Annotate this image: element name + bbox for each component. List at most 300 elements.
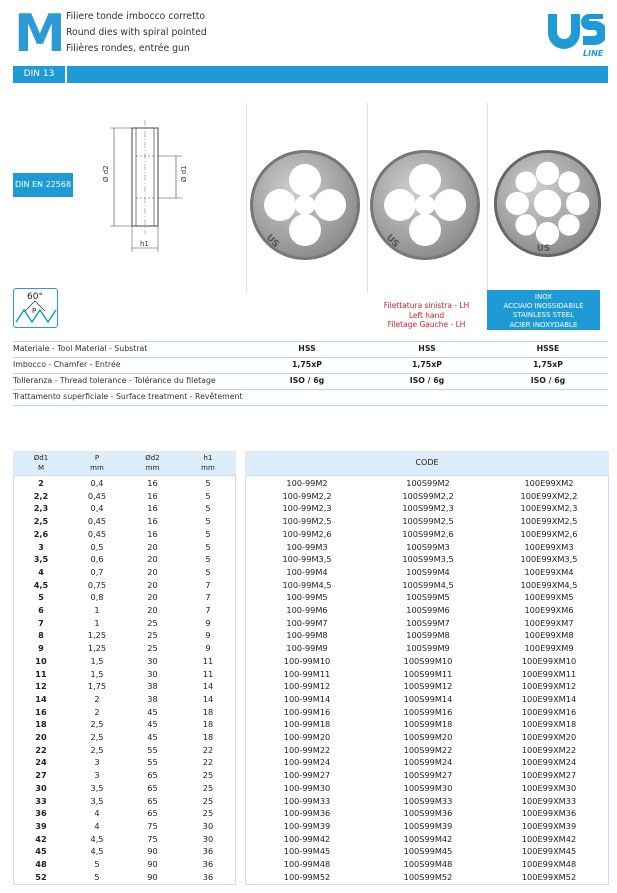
cell-pitch: 0,6 <box>90 554 104 565</box>
cell-code-lh: 100S99M4 <box>406 566 450 577</box>
cell-pitch: 4 <box>94 808 100 819</box>
cell-code-lh: 100S99M24 <box>403 757 453 768</box>
cell-code-lh: 100S99M7 <box>406 617 450 628</box>
cell-pitch: 1 <box>94 605 100 615</box>
cell-h1: 25 <box>202 795 214 806</box>
inox-note <box>487 290 600 330</box>
die-photo-hss <box>248 148 363 263</box>
cell-d1: 20 <box>35 732 47 742</box>
cell-code-inox: 100E99XM2,6 <box>520 528 578 539</box>
cell-h1: 14 <box>202 681 214 692</box>
cell-code-lh: 100S99M2,5 <box>402 516 454 527</box>
brand-logo <box>545 12 605 58</box>
cell-code-lh: 100S99M12 <box>403 681 453 692</box>
thread-angle: 60° <box>27 292 43 302</box>
cell-d2: 16 <box>147 503 158 514</box>
cell-h1: 5 <box>205 490 211 501</box>
cell-d1: 3 <box>38 541 44 552</box>
cell-d2: 45 <box>147 706 158 717</box>
cell-d2: 90 <box>147 871 158 882</box>
lh-note-line: Filetage Gauche - LH <box>387 320 466 329</box>
cell-d1: 48 <box>35 859 47 869</box>
standard-badge: DIN EN 22568 <box>13 173 73 197</box>
table-row <box>13 617 609 630</box>
cell-h1: 25 <box>202 770 214 781</box>
cell-d1: 52 <box>35 871 47 882</box>
cell-h1: 7 <box>205 579 211 590</box>
spec-value: HSSE <box>536 344 560 353</box>
cell-d2: 20 <box>147 541 158 552</box>
cell-code-lh: 100S99M33 <box>403 795 453 806</box>
cell-pitch: 2,5 <box>90 744 104 755</box>
spec-divider <box>13 341 608 342</box>
spec-label: Materiale - Tool Material - Substrat <box>13 344 148 353</box>
cell-d1: 10 <box>35 655 47 666</box>
spec-divider <box>13 357 608 358</box>
cell-code-inox: 100E99XM14 <box>521 693 577 704</box>
cell-pitch: 0,45 <box>87 528 107 539</box>
cell-code-hss: 100-99M18 <box>283 719 331 730</box>
cell-pitch: 1,25 <box>87 643 107 654</box>
cell-d1: 27 <box>35 770 47 781</box>
thread-profile-icon <box>13 288 58 328</box>
cell-code-hss: 100-99M52 <box>283 871 331 882</box>
die-photo-lh <box>368 148 483 263</box>
cell-code-lh: 100S99M22 <box>403 744 453 755</box>
cell-code-inox: 100E99XM36 <box>521 808 577 819</box>
cell-code-lh: 100S99M45 <box>403 846 453 857</box>
cell-code-hss: 100-99M2 <box>286 478 328 488</box>
inox-note-line: ACCIAIO INOSSIDABILE <box>503 302 584 311</box>
table-row <box>13 566 609 579</box>
table-row <box>13 502 609 515</box>
table-row <box>13 655 609 668</box>
spec-value: HSS <box>298 344 316 353</box>
cell-h1: 9 <box>205 617 211 628</box>
cell-code-lh: 100S99M52 <box>403 871 453 882</box>
table-row <box>13 756 609 769</box>
cell-code-inox: 100E99XM39 <box>521 820 577 831</box>
left-hand-note <box>368 301 485 330</box>
cell-pitch: 1,5 <box>90 668 104 679</box>
cell-h1: 11 <box>202 668 214 679</box>
cell-code-hss: 100-99M6 <box>286 605 328 615</box>
cell-code-inox: 100E99XM2,3 <box>520 503 578 514</box>
cell-code-lh: 100S99M5 <box>406 592 450 603</box>
table-row <box>13 820 609 833</box>
cell-h1: 9 <box>205 643 211 654</box>
cell-d2: 65 <box>147 795 158 806</box>
cell-code-inox: 100E99XM30 <box>521 782 577 793</box>
spec-value: 1,75xP <box>292 360 322 369</box>
cell-pitch: 1,5 <box>90 655 104 666</box>
spec-value: ISO / 6g <box>289 376 325 385</box>
cell-pitch: 4,5 <box>90 846 104 857</box>
cell-pitch: 5 <box>94 859 100 869</box>
cell-d2: 20 <box>147 592 158 603</box>
cell-h1: 5 <box>205 503 211 514</box>
inox-note-line: ACIER INOXYDABLE <box>509 320 578 329</box>
spec-value: 1,75xP <box>412 360 442 369</box>
col-header-d2 <box>125 453 180 473</box>
inox-note-line: INOX <box>534 293 553 301</box>
cell-code-inox: 100E99XM3,5 <box>520 554 578 565</box>
cell-d1: 30 <box>35 782 47 793</box>
cell-code-lh: 100S99M8 <box>406 630 450 641</box>
cell-d2: 45 <box>147 719 158 730</box>
col-header-h1 <box>180 453 236 473</box>
cell-d1: 9 <box>38 643 44 654</box>
cell-d1: 2,6 <box>33 528 49 539</box>
cell-pitch: 2,5 <box>90 732 104 742</box>
cell-code-lh: 100S99M16 <box>403 706 453 717</box>
cell-code-lh: 100S99M18 <box>403 719 453 730</box>
cell-code-hss: 100-99M45 <box>283 846 331 857</box>
cell-d1: 4,5 <box>33 579 49 590</box>
cell-code-hss: 100-99M3,5 <box>282 554 332 565</box>
cell-code-lh: 100S99M30 <box>403 782 453 793</box>
cell-pitch: 0,75 <box>87 579 107 590</box>
cell-code-lh: 100S99M14 <box>403 693 453 704</box>
cell-d2: 30 <box>147 668 158 679</box>
cell-code-hss: 100-99M2,5 <box>282 516 332 527</box>
cell-d2: 90 <box>147 846 158 857</box>
table-row <box>13 693 609 706</box>
cell-code-hss: 100-99M3 <box>286 541 328 552</box>
cell-code-inox: 100E99XM4 <box>524 566 574 577</box>
cell-pitch: 3 <box>94 757 100 768</box>
cell-h1: 11 <box>202 655 214 666</box>
cell-code-hss: 100-99M30 <box>283 782 331 793</box>
table-row <box>13 642 609 655</box>
divider <box>487 103 488 293</box>
cell-code-lh: 100S99M11 <box>403 668 453 679</box>
cell-d1: 42 <box>35 833 47 844</box>
cell-d1: 16 <box>35 706 47 717</box>
cell-d2: 65 <box>147 770 158 781</box>
cell-d1: 3,5 <box>33 554 49 565</box>
cell-d2: 45 <box>147 732 158 742</box>
cell-d2: 25 <box>147 630 158 641</box>
table-row <box>13 579 609 592</box>
cell-d1: 39 <box>35 820 47 831</box>
die-mark: US <box>383 233 401 250</box>
cell-d2: 20 <box>147 566 158 577</box>
cell-d1: 2 <box>38 478 44 488</box>
cell-code-hss: 100-99M12 <box>283 681 331 692</box>
cell-pitch: 0,8 <box>90 592 104 603</box>
cell-code-lh: 100S99M2 <box>406 478 450 488</box>
spec-divider <box>13 405 608 406</box>
cell-pitch: 0,4 <box>90 478 104 488</box>
page-titles <box>66 9 207 57</box>
table-row <box>13 744 609 757</box>
cell-code-hss: 100-99M11 <box>283 668 331 679</box>
cell-d2: 38 <box>147 681 158 692</box>
cell-code-inox: 100E99XM7 <box>524 617 574 628</box>
cell-h1: 5 <box>205 541 211 552</box>
cell-h1: 5 <box>205 566 211 577</box>
table-row <box>13 591 609 604</box>
cell-d2: 90 <box>147 859 158 869</box>
table-row <box>13 668 609 681</box>
table-row <box>13 477 609 490</box>
cell-d2: 55 <box>147 757 158 768</box>
cell-code-hss: 100-99M16 <box>283 706 331 717</box>
cell-d2: 65 <box>147 808 158 819</box>
cell-h1: 14 <box>202 693 214 704</box>
cell-code-inox: 100E99XM22 <box>521 744 577 755</box>
cell-code-inox: 100E99XM10 <box>521 655 577 666</box>
cell-d1: 45 <box>35 846 47 857</box>
cell-pitch: 0,7 <box>90 566 104 577</box>
lh-note-line: Left hand <box>408 310 445 320</box>
cell-code-hss: 100-99M27 <box>283 770 331 781</box>
spec-label: Tolleranza - Thread tolerance - Tolérance du filetage <box>13 376 216 385</box>
cell-d1: 12 <box>35 681 47 692</box>
cell-h1: 18 <box>202 719 214 730</box>
cell-d1: 2,5 <box>33 516 49 527</box>
cell-code-inox: 100E99XM8 <box>524 630 574 641</box>
din-label: DIN 13 <box>13 66 65 83</box>
cell-h1: 36 <box>202 871 214 882</box>
col-header-top: Ød1 <box>33 454 49 462</box>
cell-d2: 75 <box>147 820 158 831</box>
cell-d2: 16 <box>147 516 158 527</box>
spec-divider <box>13 389 608 390</box>
table-row <box>13 795 609 808</box>
cell-pitch: 2,5 <box>90 719 104 730</box>
cell-code-hss: 100-99M24 <box>283 757 331 768</box>
cell-code-lh: 100S99M3 <box>406 541 450 552</box>
cell-code-lh: 100S99M3,5 <box>402 554 454 565</box>
cell-d2: 55 <box>147 744 158 755</box>
dim-d1-label: Ø d1 <box>180 165 188 182</box>
cell-pitch: 4,5 <box>90 833 104 844</box>
cell-h1: 18 <box>202 706 214 717</box>
cell-code-hss: 100-99M2,6 <box>282 528 332 539</box>
cell-d1: 33 <box>35 795 47 806</box>
logo-sub: LINE <box>583 49 604 58</box>
cell-pitch: 2 <box>94 706 100 717</box>
cell-d1: 7 <box>38 617 44 628</box>
cell-code-lh: 100S99M36 <box>403 808 453 819</box>
cell-h1: 25 <box>202 808 214 819</box>
table-row <box>13 858 609 871</box>
cell-d2: 30 <box>147 655 158 666</box>
cell-code-lh: 100S99M2,2 <box>402 490 454 501</box>
cell-code-inox: 100E99XM11 <box>521 668 577 679</box>
die-mark: US <box>263 233 281 250</box>
table-row <box>13 871 609 884</box>
cell-h1: 5 <box>205 528 211 539</box>
cell-h1: 5 <box>205 554 211 565</box>
section-letter: M <box>14 4 66 64</box>
cell-h1: 18 <box>202 732 214 742</box>
cell-h1: 7 <box>205 605 211 615</box>
table-row <box>13 629 609 642</box>
cell-d1: 8 <box>38 630 44 641</box>
cell-code-lh: 100S99M2,6 <box>402 528 454 539</box>
cell-pitch: 1,75 <box>87 681 107 692</box>
cell-code-inox: 100E99XM24 <box>521 757 577 768</box>
cell-d1: 11 <box>35 668 47 679</box>
cell-d2: 38 <box>147 693 158 704</box>
cell-d2: 16 <box>147 478 158 488</box>
cell-code-lh: 100S99M10 <box>403 655 453 666</box>
lh-note-line: Filettatura sinistra - LH <box>383 301 470 310</box>
cell-pitch: 0,45 <box>87 516 107 527</box>
cell-h1: 36 <box>202 859 214 869</box>
cell-d2: 20 <box>147 554 158 565</box>
cell-code-hss: 100-99M39 <box>283 820 331 831</box>
spec-value: 1,75xP <box>533 360 563 369</box>
cell-h1: 25 <box>202 782 214 793</box>
cell-pitch: 1 <box>94 617 100 628</box>
cell-code-lh: 100S99M42 <box>403 833 453 844</box>
table-row <box>13 769 609 782</box>
cell-code-inox: 100E99XM16 <box>521 706 577 717</box>
cell-d1: 5 <box>38 592 44 603</box>
cell-code-lh: 100S99M9 <box>406 643 450 654</box>
cell-h1: 7 <box>205 592 211 603</box>
col-header-bottom: mm <box>201 464 215 472</box>
cell-pitch: 0,45 <box>87 490 107 501</box>
cell-code-inox: 100E99XM5 <box>524 592 574 603</box>
table-row <box>13 845 609 858</box>
cell-code-hss: 100-99M33 <box>283 795 331 806</box>
die-photo-inox <box>492 148 604 260</box>
cell-code-hss: 100-99M20 <box>283 732 331 742</box>
table-row <box>13 490 609 503</box>
cell-d2: 16 <box>147 490 158 501</box>
cell-d2: 25 <box>147 617 158 628</box>
cell-h1: 22 <box>202 744 214 755</box>
spec-label: Imbocco - Chamfer - Entrée <box>13 360 121 369</box>
cell-h1: 30 <box>202 820 214 831</box>
col-header-bottom: M <box>37 464 45 472</box>
cell-d2: 20 <box>147 579 158 590</box>
cell-h1: 30 <box>202 833 214 844</box>
cell-pitch: 3 <box>94 770 100 781</box>
cell-code-inox: 100E99XM20 <box>521 732 577 742</box>
cell-code-hss: 100-99M10 <box>283 655 331 666</box>
cell-code-lh: 100S99M27 <box>403 770 453 781</box>
header-bar <box>67 66 608 83</box>
title-english: Round dies with spiral pointed <box>66 27 207 38</box>
cell-d1: 18 <box>35 719 47 730</box>
cell-d1: 14 <box>35 693 47 704</box>
cell-code-hss: 100-99M22 <box>283 744 331 755</box>
cell-d2: 25 <box>147 643 158 654</box>
cell-d1: 2,2 <box>33 490 49 501</box>
cell-code-inox: 100E99XM3 <box>524 541 574 552</box>
cell-pitch: 3,5 <box>90 782 104 793</box>
cell-h1: 5 <box>205 516 211 527</box>
cell-d2: 65 <box>147 782 158 793</box>
cell-pitch: 2 <box>94 693 100 704</box>
cell-pitch: 3,5 <box>90 795 104 806</box>
cell-h1: 9 <box>205 630 211 641</box>
inox-note-line: STAINLESS STEEL <box>512 311 575 320</box>
cell-code-hss: 100-99M2,2 <box>282 490 332 501</box>
cell-code-inox: 100E99XM52 <box>521 871 577 882</box>
cell-code-hss: 100-99M7 <box>286 617 328 628</box>
cell-code-lh: 100S99M4,5 <box>402 579 454 590</box>
cell-d1: 36 <box>35 808 47 819</box>
dim-h1-label: h1 <box>140 240 149 248</box>
cell-d2: 75 <box>147 833 158 844</box>
cell-code-inox: 100E99XM6 <box>524 605 574 615</box>
cell-h1: 5 <box>205 478 211 488</box>
cell-code-lh: 100S99M48 <box>403 859 453 869</box>
table-row <box>13 604 609 617</box>
table-row <box>13 833 609 846</box>
spec-value: ISO / 6g <box>409 376 445 385</box>
cell-code-inox: 100E99XM48 <box>521 859 577 869</box>
cell-code-inox: 100E99XM12 <box>521 681 577 692</box>
cell-pitch: 0,5 <box>90 541 104 552</box>
table-row <box>13 541 609 554</box>
dim-d2-label: Ø d2 <box>102 165 110 182</box>
cell-code-inox: 100E99XM2,5 <box>520 516 578 527</box>
table-row <box>13 706 609 719</box>
cell-d1: 22 <box>35 744 47 755</box>
table-row <box>13 680 609 693</box>
table-row <box>13 528 609 541</box>
table-row <box>13 782 609 795</box>
cell-code-hss: 100-99M5 <box>286 592 328 603</box>
cell-code-hss: 100-99M8 <box>286 630 328 641</box>
cell-d1: 4 <box>38 566 44 577</box>
thread-pitch: P <box>32 307 37 315</box>
cell-code-inox: 100E99XM9 <box>524 643 574 654</box>
cell-code-hss: 100-99M42 <box>283 833 331 844</box>
spec-divider <box>13 373 608 374</box>
table-row <box>13 718 609 731</box>
cell-h1: 22 <box>202 757 214 768</box>
table-row <box>13 515 609 528</box>
cell-code-hss: 100-99M14 <box>283 693 331 704</box>
cell-code-inox: 100E99XM2 <box>524 478 574 488</box>
cell-pitch: 4 <box>94 820 100 831</box>
table-row <box>13 553 609 566</box>
cell-code-inox: 100E99XM45 <box>521 846 577 857</box>
cell-code-hss: 100-99M36 <box>283 808 331 819</box>
cell-d2: 20 <box>147 605 158 615</box>
col-header-pitch <box>69 453 125 473</box>
col-header-top: P <box>94 454 100 462</box>
cell-code-lh: 100S99M2,3 <box>402 503 454 514</box>
spec-value: HSS <box>418 344 436 353</box>
col-header-code: CODE <box>245 451 609 475</box>
cell-code-hss: 100-99M4 <box>286 566 328 577</box>
cell-d1: 24 <box>35 757 47 768</box>
cell-code-inox: 100E99XM33 <box>521 795 577 806</box>
cell-code-inox: 100E99XM18 <box>521 719 577 730</box>
cell-d2: 16 <box>147 528 158 539</box>
cell-code-hss: 100-99M9 <box>286 643 328 654</box>
cell-d1: 2,3 <box>33 503 49 514</box>
cell-pitch: 1,25 <box>87 630 107 641</box>
col-header-d1 <box>13 453 69 473</box>
title-italian: Filiere tonde imbocco corretto <box>66 11 206 22</box>
cell-code-inox: 100E99XM4,5 <box>520 579 578 590</box>
cell-pitch: 5 <box>94 871 100 882</box>
cell-code-inox: 100E99XM42 <box>521 833 577 844</box>
col-header-top: Ød2 <box>145 454 160 462</box>
cell-pitch: 0,4 <box>90 503 104 514</box>
